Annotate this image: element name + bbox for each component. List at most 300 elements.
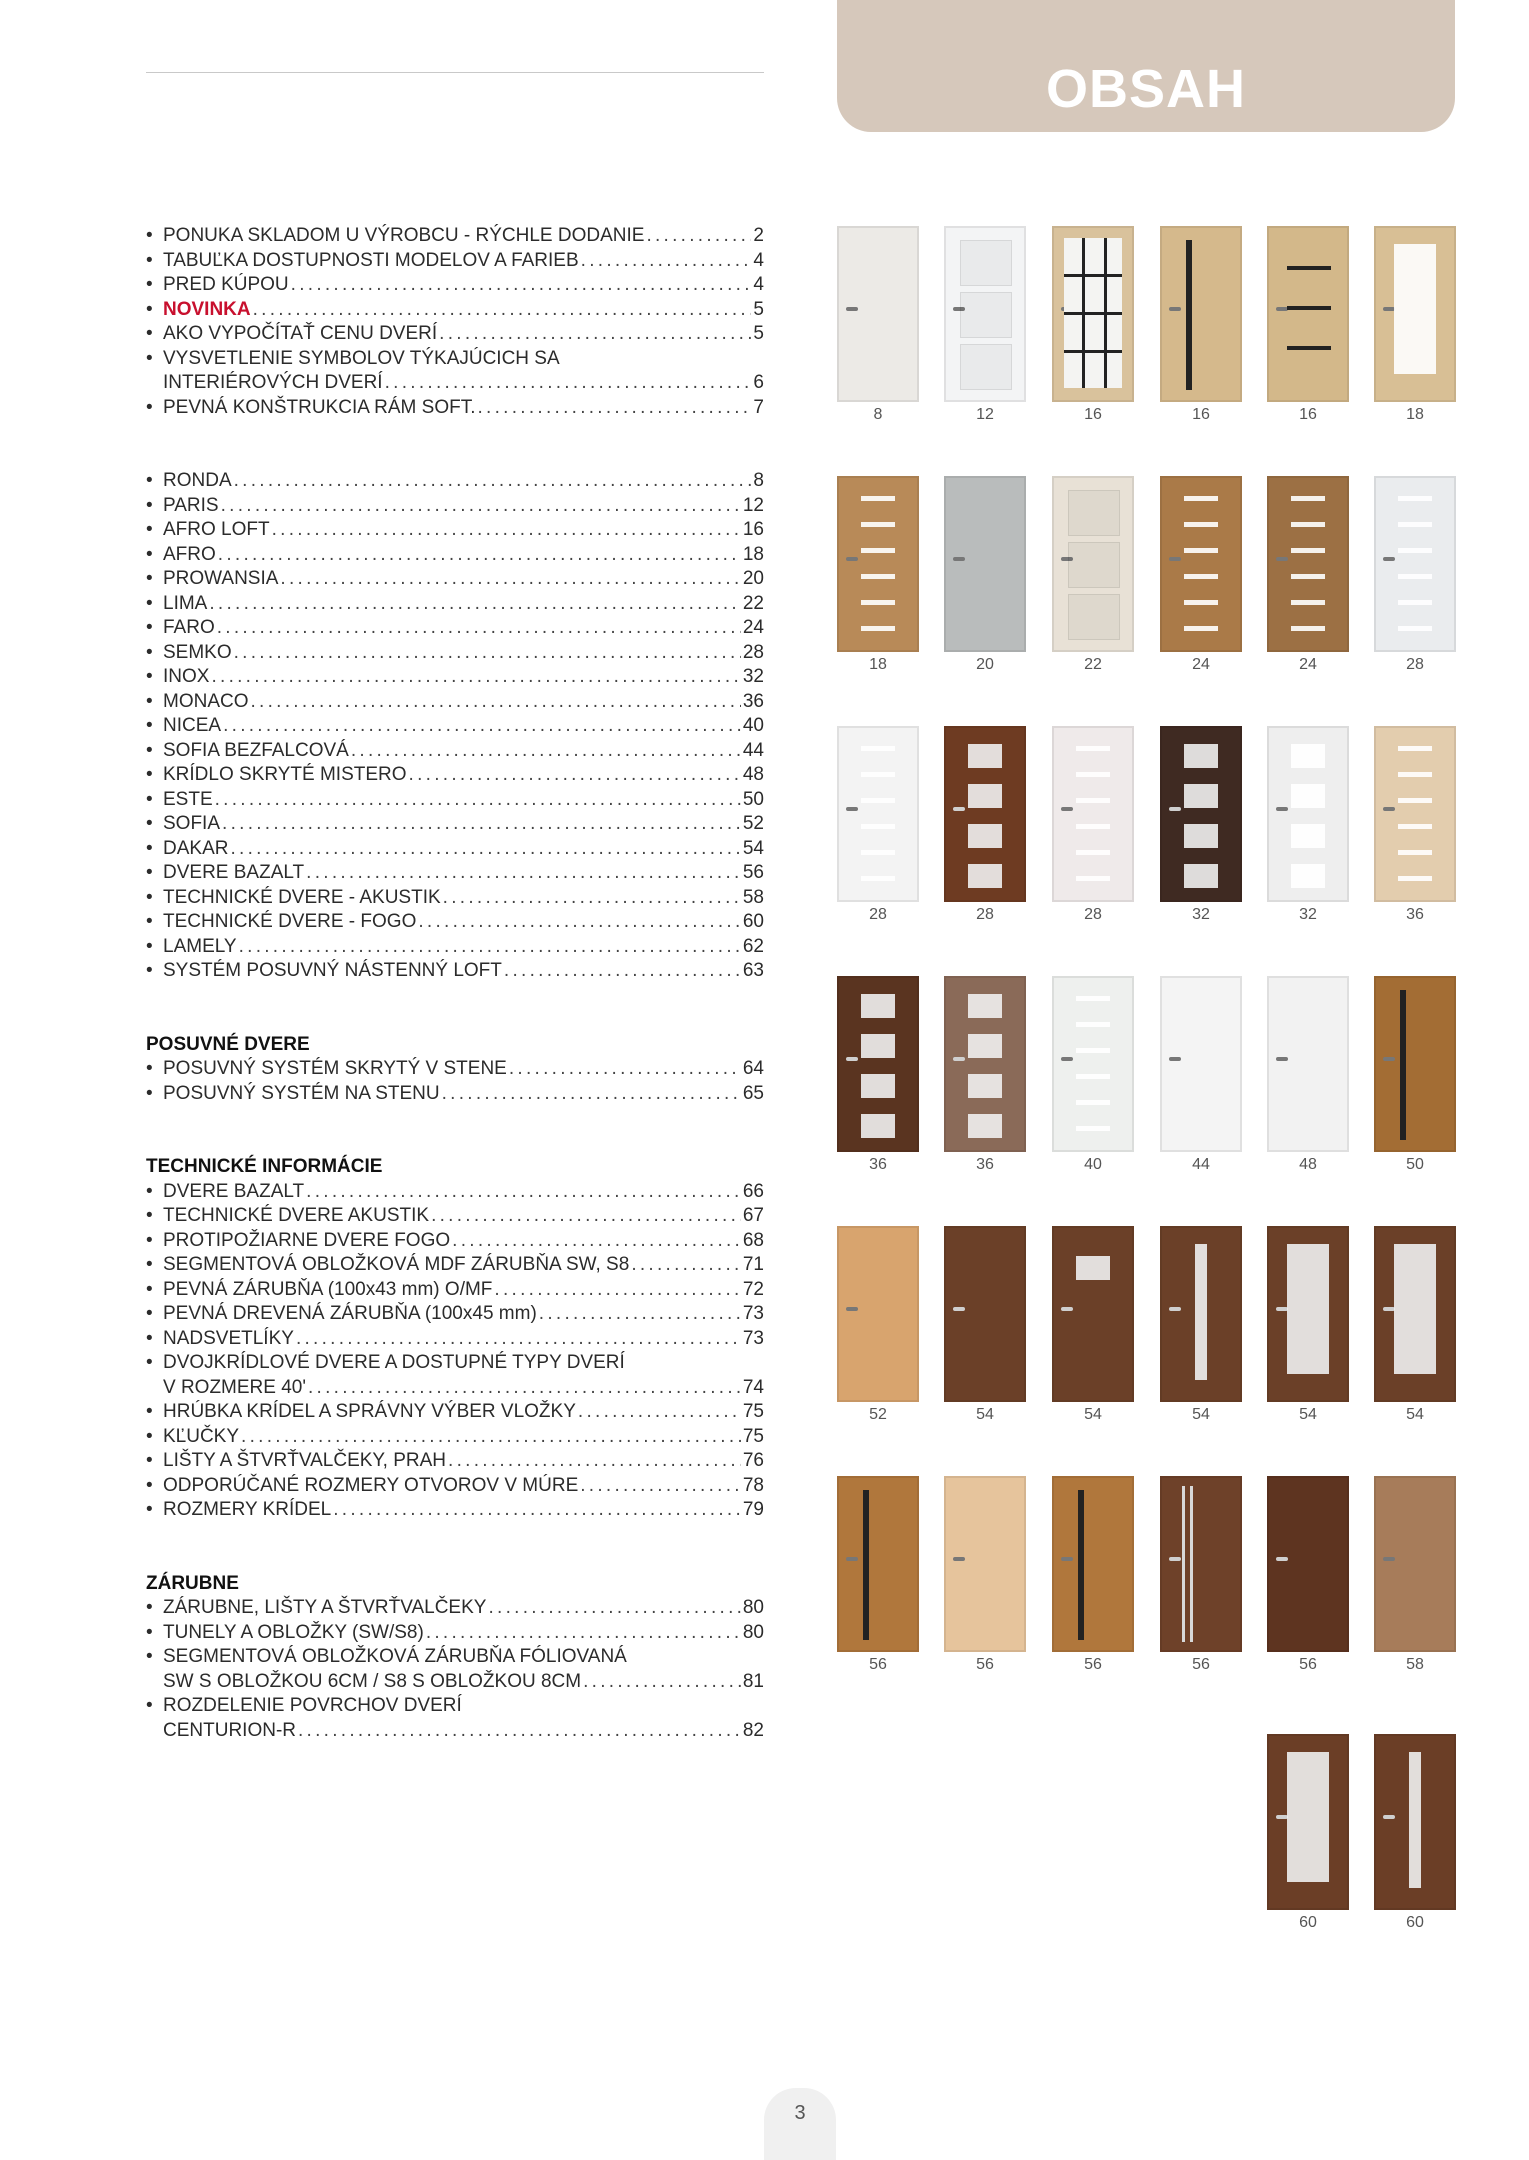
toc-entry-label: HRÚBKA KRÍDEL A SPRÁVNY VÝBER VLOŽKY <box>163 1401 576 1422</box>
door-page-number: 54 <box>976 1406 994 1423</box>
door-thumbnail[interactable] <box>1267 1476 1349 1652</box>
door-thumbnail[interactable] <box>1267 226 1349 402</box>
door-handle-icon <box>1061 1557 1073 1561</box>
door-page-number: 28 <box>1406 656 1424 673</box>
door-thumbnail[interactable] <box>1374 476 1456 652</box>
toc-entry-page: 79 <box>742 1499 764 1520</box>
dot-leader <box>221 494 741 519</box>
door-thumbnail[interactable] <box>1267 1734 1349 1910</box>
toc-entry-page: 32 <box>742 666 764 687</box>
glass-strip <box>861 626 895 631</box>
door-page-number: 36 <box>1406 906 1424 923</box>
toc-entry[interactable] <box>146 1302 764 1327</box>
toc-entry-page: 72 <box>742 1278 764 1300</box>
bullet-icon: • <box>146 1621 153 1643</box>
door-handle-icon <box>1169 557 1181 561</box>
dot-leader <box>280 567 740 592</box>
toc-entry[interactable] <box>146 1278 764 1303</box>
bullet-icon: • <box>146 347 153 369</box>
toc-entry[interactable] <box>146 273 764 298</box>
bullet-icon: • <box>146 617 153 638</box>
door-page-number: 60 <box>1406 1914 1424 1931</box>
dot-leader <box>241 1425 741 1450</box>
door-page-number: 32 <box>1299 906 1317 923</box>
glass-strip <box>1184 574 1218 579</box>
door-thumbnail[interactable] <box>837 976 919 1152</box>
bullet-icon: • <box>146 1303 153 1324</box>
black-bar <box>1287 346 1331 350</box>
door-page-number: 56 <box>869 1656 887 1673</box>
door-thumbnail[interactable] <box>1160 1226 1242 1402</box>
dot-leader <box>509 1057 741 1082</box>
glass-strip <box>1076 996 1110 1001</box>
door-handle-icon <box>846 807 858 811</box>
toc-entry[interactable] <box>146 1498 764 1523</box>
glass-strip <box>1291 496 1325 501</box>
glass-strip <box>861 522 895 527</box>
bullet-icon: • <box>146 249 153 271</box>
glass-strip <box>1076 798 1110 803</box>
dot-leader <box>385 371 752 396</box>
glass-strip <box>1398 600 1432 605</box>
dot-leader <box>306 1180 741 1205</box>
door-thumbnail[interactable] <box>944 1226 1026 1402</box>
toc-entry-label: KĽUČKY <box>163 1425 240 1447</box>
bullet-icon: • <box>146 1474 153 1496</box>
door-page-number: 28 <box>976 906 994 923</box>
header-rule <box>146 72 764 73</box>
glass-strip <box>1398 548 1432 553</box>
bullet-icon: • <box>146 739 153 761</box>
toc-entry-label: DVOJKRÍDLOVÉ DVERE A DOSTUPNÉ TYPY DVERÍ <box>163 1352 625 1373</box>
toc-entry[interactable] <box>146 518 764 543</box>
bullet-icon: • <box>146 788 153 810</box>
toc-entry-page: 68 <box>742 1229 764 1251</box>
toc-entry-page: 56 <box>742 862 764 883</box>
toc-entry[interactable] <box>146 543 764 568</box>
glass-panel <box>1409 1752 1421 1888</box>
door-thumbnail[interactable] <box>1160 726 1242 902</box>
toc-entry[interactable] <box>146 1645 764 1670</box>
toc-entry-label: ZÁRUBNE, LIŠTY A ŠTVRŤVALČEKY <box>163 1597 487 1618</box>
toc-entry[interactable] <box>146 1180 764 1205</box>
toc-entry[interactable] <box>146 347 764 372</box>
toc-entry-label: LIŠTY A ŠTVRŤVALČEKY, PRAH <box>163 1450 447 1471</box>
toc-entry-label: TUNELY A OBLOŽKY (SW/S8) <box>163 1621 424 1643</box>
door-handle-icon <box>1276 807 1288 811</box>
toc-entry[interactable] <box>146 494 764 519</box>
toc-entry-label: SOFIA BEZFALCOVÁ <box>163 739 349 761</box>
bullet-icon: • <box>146 298 153 320</box>
toc-entry[interactable] <box>146 1057 764 1082</box>
door-page-number: 16 <box>1084 406 1102 423</box>
door-thumbnail[interactable] <box>1052 226 1134 402</box>
door-thumbnail[interactable] <box>944 976 1026 1152</box>
toc-entry[interactable] <box>146 322 764 347</box>
bullet-icon: • <box>146 764 153 785</box>
glass-panel <box>1287 1752 1329 1882</box>
toc-entry[interactable] <box>146 298 764 323</box>
toc-entry-page: 44 <box>742 739 764 761</box>
bullet-icon: • <box>146 1180 153 1202</box>
toc-entry-label: FARO <box>163 617 215 638</box>
door-thumbnail[interactable] <box>837 726 919 902</box>
door-thumbnail[interactable] <box>944 476 1026 652</box>
toc-entry[interactable] <box>146 1229 764 1254</box>
door-panel <box>1068 490 1120 536</box>
toc-entry-page: 6 <box>753 372 764 393</box>
door-frame <box>1160 226 1242 402</box>
page-number-tab <box>764 2088 836 2160</box>
glass-panel <box>968 1074 1002 1098</box>
bullet-icon: • <box>146 1278 153 1300</box>
door-page-number: 52 <box>869 1406 887 1423</box>
bullet-icon: • <box>146 1205 153 1226</box>
toc-entry-label: DVERE BAZALT <box>163 862 305 883</box>
door-thumbnail[interactable] <box>837 226 919 402</box>
glass-strip <box>1076 772 1110 777</box>
toc-entry-label: AFRO <box>163 543 216 565</box>
toc-entry-page: 36 <box>742 690 764 712</box>
glass-panel <box>861 1074 895 1098</box>
toc-entry[interactable] <box>146 1400 764 1425</box>
toc-entry-page: 4 <box>753 249 764 271</box>
glass-strip <box>1184 548 1218 553</box>
toc-entry-label: NICEA <box>163 715 222 736</box>
title-tab <box>837 0 1455 132</box>
glass-strip <box>1184 522 1218 527</box>
toc-entry[interactable] <box>146 1596 764 1621</box>
toc-entry-page: 71 <box>742 1254 764 1275</box>
glass-strip <box>1076 1022 1110 1027</box>
toc-entry[interactable] <box>146 469 764 494</box>
toc-entry-page: 58 <box>742 886 764 908</box>
bullet-icon: • <box>146 666 153 687</box>
door-frame <box>1267 1476 1349 1652</box>
door-handle-icon <box>1276 557 1288 561</box>
toc-entry[interactable] <box>146 371 764 396</box>
door-thumbnail[interactable] <box>1052 1226 1134 1402</box>
dot-leader <box>539 1302 741 1327</box>
door-panel <box>960 292 1012 338</box>
toc-entry-label: NOVINKA <box>163 298 251 320</box>
page-number: 3 <box>794 2102 806 2124</box>
toc-entry[interactable] <box>146 1425 764 1450</box>
toc-entry[interactable] <box>146 690 764 715</box>
door-handle-icon <box>1169 1557 1181 1561</box>
dot-leader <box>223 714 741 739</box>
toc-entry[interactable] <box>146 665 764 690</box>
toc-entry-label: PRED KÚPOU <box>163 274 289 295</box>
toc-entry[interactable] <box>146 1449 764 1474</box>
door-thumbnail[interactable] <box>1160 476 1242 652</box>
toc-entry[interactable] <box>146 763 764 788</box>
glass-panel <box>1076 1256 1110 1280</box>
toc-entry[interactable] <box>146 1253 764 1278</box>
bullet-icon: • <box>146 886 153 908</box>
toc-entry[interactable] <box>146 1082 764 1107</box>
door-thumbnail[interactable] <box>1374 726 1456 902</box>
glass-strip <box>861 824 895 829</box>
door-page-number: 54 <box>1299 1406 1317 1423</box>
dot-leader <box>251 690 741 715</box>
door-thumbnail[interactable] <box>1160 976 1242 1152</box>
toc-entry-page: 67 <box>742 1205 764 1226</box>
dot-leader <box>452 1229 741 1254</box>
door-page-number: 40 <box>1084 1156 1102 1173</box>
toc-entry-page: 63 <box>742 960 764 981</box>
toc-entry[interactable] <box>146 641 764 666</box>
dot-leader <box>488 1596 740 1621</box>
toc-entry-label: SEGMENTOVÁ OBLOŽKOVÁ ZÁRUBŇA FÓLIOVANÁ <box>163 1646 627 1667</box>
toc-entry[interactable] <box>146 861 764 886</box>
door-thumbnail[interactable] <box>1160 1476 1242 1652</box>
toc-entry[interactable] <box>146 739 764 764</box>
glass-strip <box>1291 600 1325 605</box>
toc-entry[interactable] <box>146 396 764 421</box>
door-frame <box>837 1226 919 1402</box>
toc-entry-label: PEVNÁ KONŠTRUKCIA RÁM SOFT. <box>163 396 476 418</box>
glass-panel <box>1291 824 1325 848</box>
door-thumbnail[interactable] <box>1374 1476 1456 1652</box>
toc-entry-label: TABUĽKA DOSTUPNOSTI MODELOV A FARIEB <box>163 249 579 271</box>
door-page-number: 58 <box>1406 1656 1424 1673</box>
door-handle-icon <box>846 307 858 311</box>
glass-strip <box>1076 824 1110 829</box>
bullet-icon: • <box>146 494 153 516</box>
door-frame <box>944 476 1026 652</box>
toc-entry[interactable] <box>146 910 764 935</box>
glass-panel <box>1195 1244 1207 1380</box>
door-page-number: 28 <box>1084 906 1102 923</box>
door-thumbnail[interactable] <box>944 226 1026 402</box>
toc-entry-page: 76 <box>742 1450 764 1471</box>
door-frame <box>1052 1476 1134 1652</box>
door-handle-icon <box>1383 1057 1395 1061</box>
dot-leader <box>253 298 752 323</box>
door-page-number: 50 <box>1406 1156 1424 1173</box>
toc-entry-page: 22 <box>742 592 764 614</box>
toc-entry-page: 54 <box>742 837 764 859</box>
transom <box>1064 274 1122 277</box>
toc-entry[interactable] <box>146 714 764 739</box>
toc-entry[interactable] <box>146 1719 764 1744</box>
glass-strip <box>1184 496 1218 501</box>
toc-entry[interactable] <box>146 224 764 249</box>
toc-entry-page: 16 <box>742 519 764 540</box>
dot-leader <box>230 837 740 862</box>
door-page-number: 24 <box>1299 656 1317 673</box>
toc-entry[interactable] <box>146 616 764 641</box>
toc-entry-label: SW S OBLOŽKOU 6CM / S8 S OBLOŽKOU 8CM <box>163 1670 582 1692</box>
toc-entry[interactable] <box>146 567 764 592</box>
toc-entry-page: 5 <box>753 323 764 344</box>
toc-entry[interactable] <box>146 1327 764 1352</box>
bullet-icon: • <box>146 1646 153 1667</box>
glass-strip <box>1398 746 1432 751</box>
toc-entry-page: 20 <box>742 568 764 589</box>
toc-entry[interactable] <box>146 935 764 960</box>
dot-leader <box>494 1278 740 1303</box>
dot-leader <box>442 1082 741 1107</box>
toc-entry-label: V ROZMERE 40' <box>163 1376 306 1398</box>
toc-entry[interactable] <box>146 1204 764 1229</box>
toc-entry-label: ROZDELENIE POVRCHOV DVERÍ <box>163 1695 462 1716</box>
glass-strip <box>1291 522 1325 527</box>
door-thumbnail[interactable] <box>1374 976 1456 1152</box>
toc-entry[interactable] <box>146 1694 764 1719</box>
door-thumbnail[interactable] <box>1374 1226 1456 1402</box>
glass-strip <box>861 876 895 881</box>
door-page-number: 56 <box>1299 1656 1317 1673</box>
glass-strip <box>1184 626 1218 631</box>
dot-leader <box>211 665 740 690</box>
bullet-icon: • <box>146 1450 153 1471</box>
door-thumbnail[interactable] <box>944 726 1026 902</box>
bullet-icon: • <box>146 225 153 246</box>
bullet-icon: • <box>146 960 153 981</box>
glass-panel <box>1184 864 1218 888</box>
door-page-number: 18 <box>869 656 887 673</box>
toc-entry-page: 60 <box>742 911 764 932</box>
toc-entry[interactable] <box>146 812 764 837</box>
toc-entry-page: 5 <box>753 298 764 320</box>
door-thumbnail[interactable] <box>1160 226 1242 402</box>
toc-section <box>146 469 764 984</box>
toc-entry-label: LAMELY <box>163 935 237 957</box>
toc-entry-label: PROWANSIA <box>163 568 279 589</box>
door-page-number: 60 <box>1299 1914 1317 1931</box>
toc-entry[interactable] <box>146 592 764 617</box>
door-thumbnail[interactable] <box>1374 226 1456 402</box>
glass-strip <box>1291 626 1325 631</box>
door-handle-icon <box>846 1307 858 1311</box>
bullet-icon: • <box>146 274 153 295</box>
door-thumbnail[interactable] <box>1267 976 1349 1152</box>
door-thumbnail[interactable] <box>837 476 919 652</box>
glass-strip <box>1398 574 1432 579</box>
toc-entry[interactable] <box>146 1621 764 1646</box>
dot-leader <box>418 910 741 935</box>
toc-entry[interactable] <box>146 249 764 274</box>
door-handle-icon <box>1276 1057 1288 1061</box>
toc-entry[interactable] <box>146 1474 764 1499</box>
glass-panel <box>1184 784 1218 808</box>
toc-entry-label: DVERE BAZALT <box>163 1180 305 1202</box>
door-thumbnail[interactable] <box>1052 476 1134 652</box>
bullet-icon: • <box>146 1058 153 1079</box>
glass-strip <box>861 574 895 579</box>
toc-entry[interactable] <box>146 959 764 984</box>
glass-strip <box>861 772 895 777</box>
glass-panel <box>861 994 895 1018</box>
door-frame <box>944 1476 1026 1652</box>
door-page-number: 22 <box>1084 656 1102 673</box>
toc-section <box>146 1572 764 1744</box>
black-stripe <box>1186 240 1192 390</box>
dot-leader <box>272 518 741 543</box>
toc-entry[interactable] <box>146 1670 764 1695</box>
door-page-number: 16 <box>1299 406 1317 423</box>
toc-entry-label: TECHNICKÉ DVERE - AKUSTIK <box>163 886 441 908</box>
toc-entry-page: 28 <box>742 641 764 663</box>
toc-entry-label: PARIS <box>163 494 219 516</box>
bullet-icon: • <box>146 1254 153 1275</box>
dot-leader <box>478 396 752 421</box>
toc-entry[interactable] <box>146 886 764 911</box>
door-thumbnail[interactable] <box>1052 976 1134 1152</box>
toc-section <box>146 1155 764 1523</box>
door-handle-icon <box>1383 557 1395 561</box>
glass-panel <box>1184 744 1218 768</box>
dot-leader <box>631 1253 741 1278</box>
toc-section <box>146 224 764 420</box>
door-thumbnail[interactable] <box>837 1226 919 1402</box>
toc-entry[interactable] <box>146 1351 764 1376</box>
glass-panel <box>968 824 1002 848</box>
dot-leader <box>426 1621 741 1646</box>
door-thumbnail[interactable] <box>944 1476 1026 1652</box>
dot-leader <box>578 1400 741 1425</box>
bullet-icon: • <box>146 641 153 663</box>
door-thumbnail[interactable] <box>1052 1476 1134 1652</box>
toc-entry-label: AKO VYPOČÍTAŤ CENU DVERÍ <box>163 323 438 344</box>
toc-entry-label: LIMA <box>163 592 208 614</box>
glass-panel <box>1287 1244 1329 1374</box>
toc-entry-page: 4 <box>753 274 764 295</box>
door-page-number: 36 <box>976 1156 994 1173</box>
bullet-icon: • <box>146 935 153 957</box>
door-handle-icon <box>1383 1815 1395 1819</box>
toc-entry-label: MONACO <box>163 690 249 712</box>
toc-entry-label: POSUVNÝ SYSTÉM NA STENU <box>163 1082 440 1104</box>
toc-entry[interactable] <box>146 837 764 862</box>
door-thumbnail[interactable] <box>1267 726 1349 902</box>
door-frame <box>1052 1226 1134 1402</box>
table-of-contents <box>146 224 764 1743</box>
toc-entry-page: 48 <box>742 764 764 785</box>
toc-entry[interactable] <box>146 1376 764 1401</box>
door-thumbnail[interactable] <box>1374 1734 1456 1910</box>
door-handle-icon <box>1383 1557 1395 1561</box>
dot-leader <box>306 861 741 886</box>
glass-strip <box>861 600 895 605</box>
toc-entry-label: POSUVNÝ SYSTÉM SKRYTÝ V STENE <box>163 1058 507 1079</box>
door-page-number: 54 <box>1084 1406 1102 1423</box>
glass-strip <box>861 746 895 751</box>
glass-strip <box>1076 1126 1110 1131</box>
toc-entry[interactable] <box>146 788 764 813</box>
toc-entry-page: 65 <box>742 1082 764 1104</box>
door-thumbnail[interactable] <box>1052 726 1134 902</box>
bullet-icon: • <box>146 470 153 491</box>
toc-entry-page: 7 <box>753 396 764 418</box>
door-thumbnail[interactable] <box>837 1476 919 1652</box>
black-bar <box>1287 266 1331 270</box>
bullet-icon: • <box>146 1695 153 1716</box>
door-thumbnail[interactable] <box>1267 476 1349 652</box>
door-thumbnail[interactable] <box>1267 1226 1349 1402</box>
glass-strip <box>1291 574 1325 579</box>
dot-leader <box>239 935 741 960</box>
glass-panel <box>1291 784 1325 808</box>
glass-panel <box>861 1034 895 1058</box>
bullet-icon: • <box>146 323 153 344</box>
glass-strip <box>1076 850 1110 855</box>
dot-leader <box>298 1719 741 1744</box>
toc-entry-page: 75 <box>742 1401 764 1422</box>
bullet-icon: • <box>146 690 153 712</box>
